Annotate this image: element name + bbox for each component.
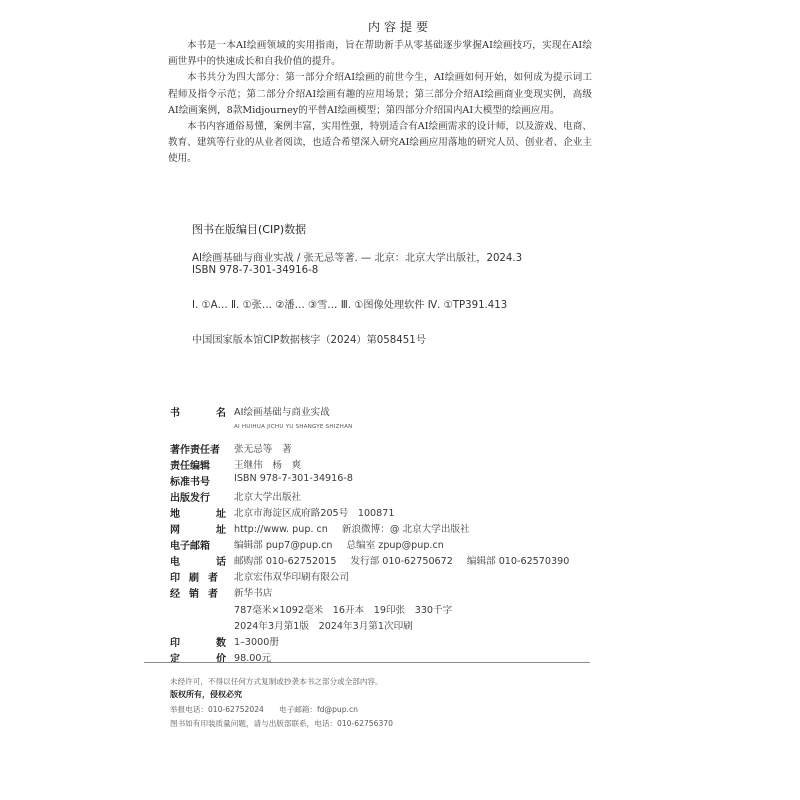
cip-record-number: 中国国家版本馆CIP数据核字（2024）第058451号 (192, 335, 426, 346)
author-value: 张无忌等 著 (234, 444, 292, 455)
phone-label: 电 话 (170, 557, 226, 568)
isbn-label: 标准书号 (170, 477, 210, 488)
cip-title: 图书在版编目(CIP)数据 (192, 223, 307, 236)
summary-body (168, 38, 592, 168)
edition-info: 2024年3月第1版 2024年3月第1次印刷 (234, 621, 413, 632)
print-run-label: 印 数 (170, 638, 226, 649)
website-link[interactable]: http://www. pup. cn (234, 524, 328, 535)
title-label: 书 名 (170, 408, 226, 419)
cip-title-line: AI绘画基础与商业实战 / 张无忌等著. — 北京：北京大学出版社，2024.3 (192, 253, 523, 264)
phone-value (234, 553, 569, 567)
distributor-label: 经销者 (170, 589, 227, 600)
address-label: 地 址 (170, 509, 226, 520)
email-value (234, 537, 444, 551)
author-label: 著作责任者 (170, 445, 220, 456)
publisher-value: 北京大学出版社 (234, 492, 302, 503)
cip-classification: Ⅰ. ①A… Ⅱ. ①张… ②潘… ③雪… Ⅲ. ①图像处理软件 Ⅳ. ①TP391.413 (192, 300, 508, 311)
isbn-value: ISBN 978-7-301-34916-8 (234, 473, 353, 484)
price-label: 定 价 (170, 654, 226, 665)
website-value (234, 521, 470, 535)
editor-label: 责任编辑 (170, 461, 210, 472)
editorial-email[interactable]: 编辑部 pup7@pup.cn (234, 540, 333, 551)
cip-isbn-line: ISBN 978-7-301-34916-8 (192, 265, 319, 276)
print-run-value: 1–3000册 (234, 637, 279, 648)
printer-value: 北京宏伟双华印刷有限公司 (234, 572, 350, 583)
distributor-value: 新华书店 (234, 588, 273, 599)
printer-label: 印刷者 (170, 573, 227, 584)
weibo-handle: 新浪微博：@ 北京大学出版社 (341, 524, 470, 535)
copy-notice: 未经许可，不得以任何方式复制或抄袭本书之部分或全部内容。 (170, 677, 383, 686)
quality-contact: 图书如有印装质量问题，请与出版部联系，电话：010-62756370 (170, 719, 393, 728)
format-spec: 787毫米×1092毫米 16开本 19印张 330千字 (234, 605, 453, 616)
book-title-pinyin: AI HUIHUA JICHU YU SHANGYE SHIZHAN (234, 424, 353, 430)
copyright-notice: 版权所有，侵权必究 (170, 690, 242, 699)
price-value: 98.00元 (234, 653, 272, 664)
summary-paragraph: 本书共分为四大部分：第一部分介绍AI绘画的前世今生，AI绘画如何开始，如何成为提示词工程师及指令示范；第二部分介绍AI绘画有趣的应用场景；第三部分介绍AI绘画商业变现实例，高级AI绘画案例，8款Midjourney的平替AI绘画模型；第四部分介绍国内AI大模型的绘画应用。 (168, 72, 592, 116)
report-contact: 举报电话：010-62752024 电子邮箱：fd@pup.cn (170, 705, 358, 714)
editorial-phone: 编辑部 010-62570390 (466, 556, 570, 567)
summary-title: 内容提要 (367, 20, 432, 34)
summary-paragraph: 本书是一本AI绘画领域的实用指南，旨在帮助新手从零基础逐步掌握AI绘画技巧，实现在AI绘画世界中的快速成长和自我价值的提升。 (168, 40, 592, 68)
chief-office-email[interactable]: 总编室 zpup@pup.cn (346, 540, 444, 551)
summary-paragraph: 本书内容通俗易懂，案例丰富，实用性强，特别适合有AI绘画需求的设计师，以及游戏、电商、教育、建筑等行业的从业者阅读，也适合希望深入研究AI绘画应用落地的研究人员、创业者、企业主使用。 (168, 121, 592, 165)
book-title: AI绘画基础与商业实战 (234, 407, 330, 418)
website-label: 网 址 (170, 525, 226, 536)
address-value: 北京市海淀区成府路205号 100871 (234, 508, 395, 519)
publisher-label: 出版发行 (170, 493, 210, 504)
mail-order-phone: 邮购部 010-62752015 (234, 556, 337, 567)
footer-divider (144, 662, 590, 663)
email-label: 电子邮箱 (170, 541, 210, 552)
editor-value: 王继伟 杨 爽 (234, 460, 302, 471)
distribution-phone: 发行部 010-62750672 (350, 556, 453, 567)
